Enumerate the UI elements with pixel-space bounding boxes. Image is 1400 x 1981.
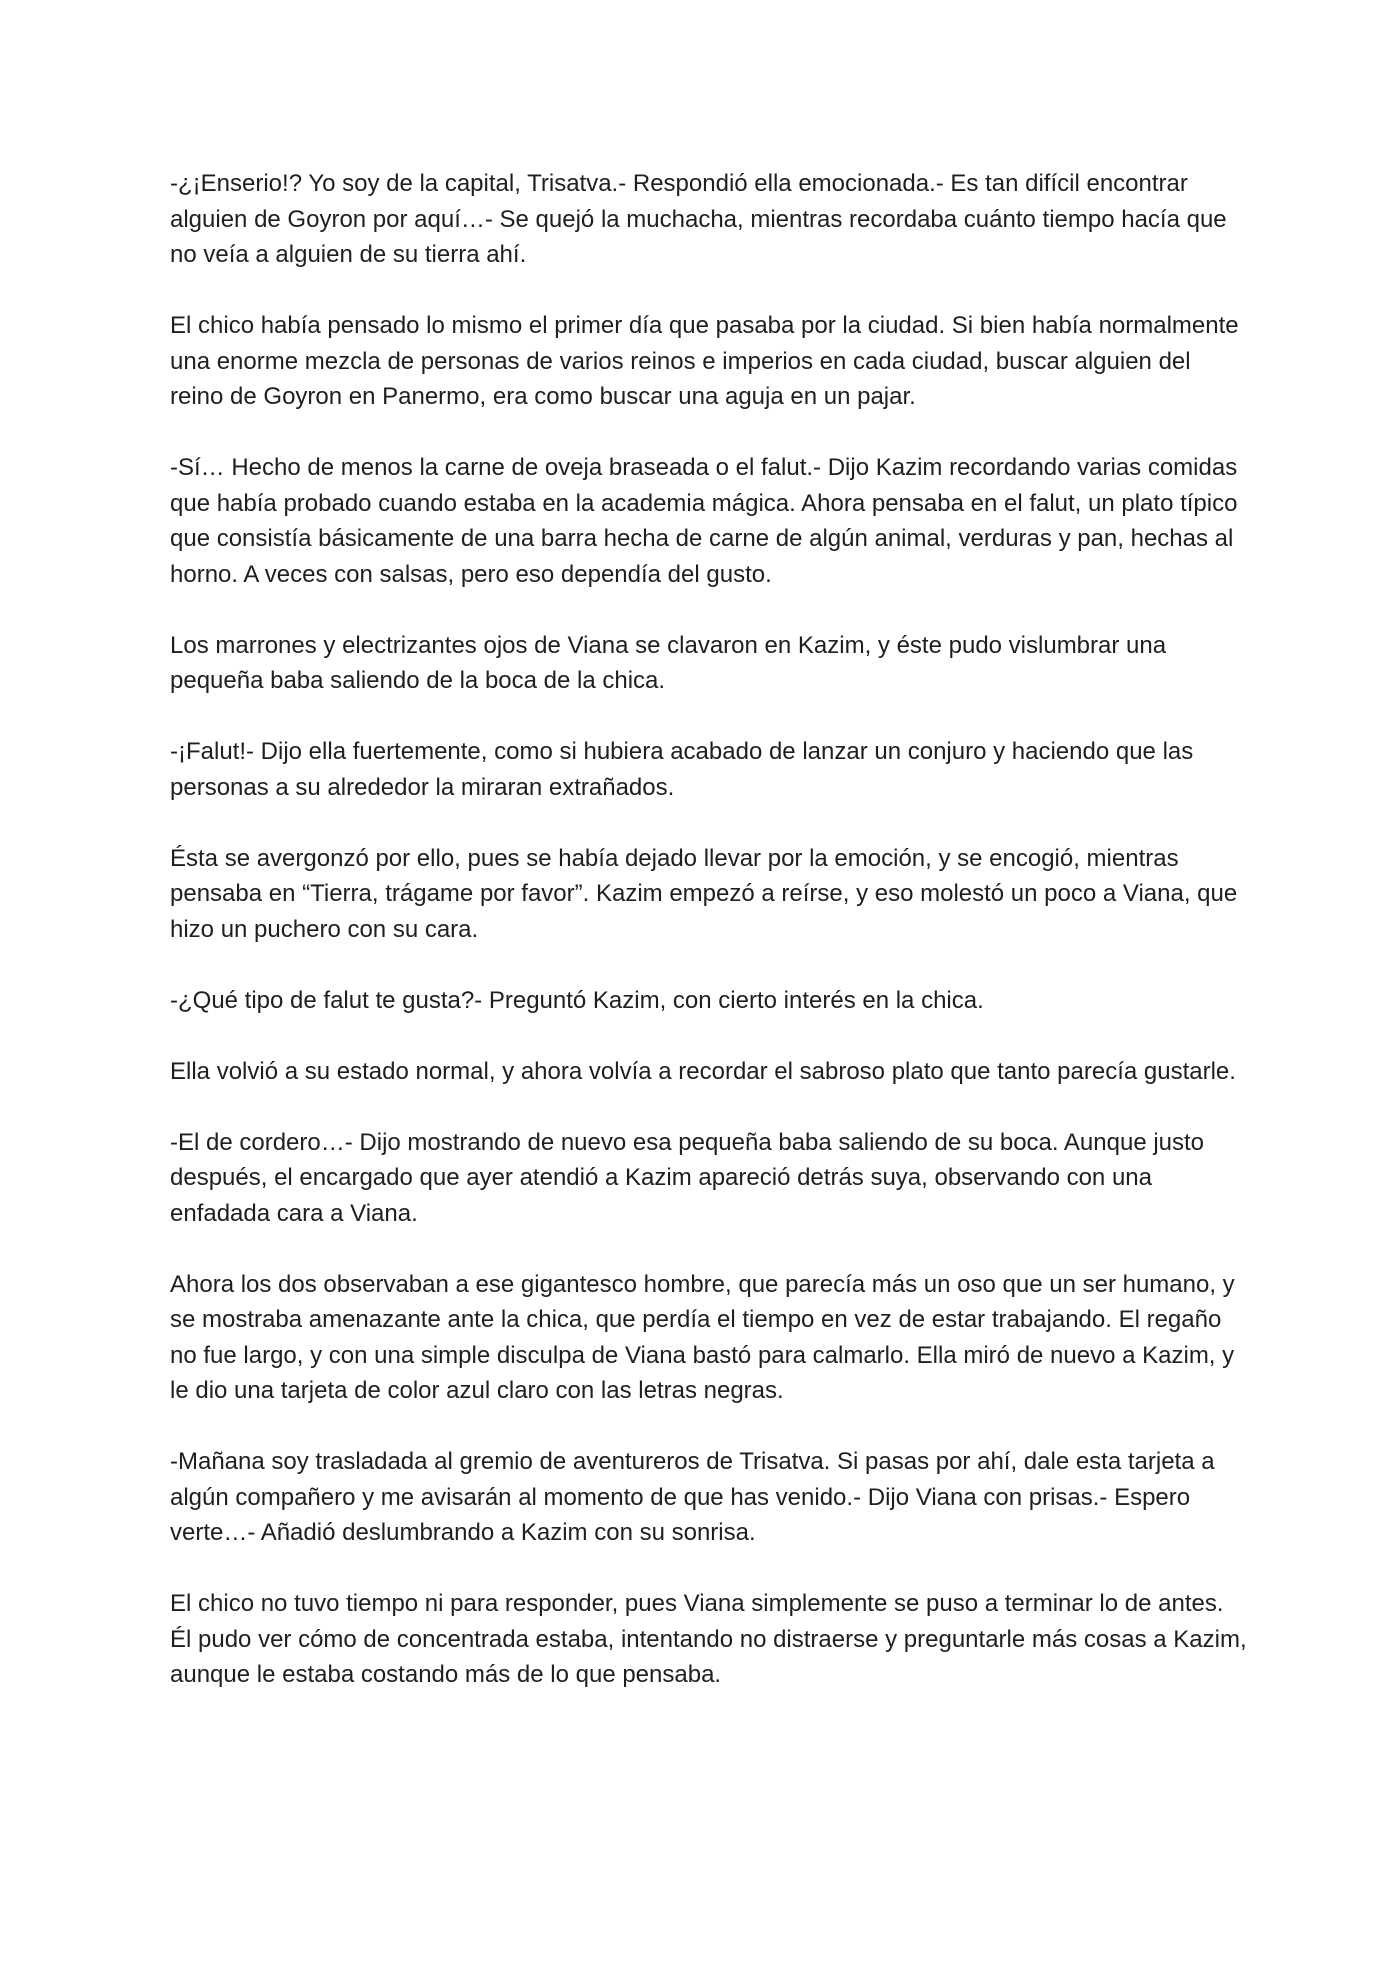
- document-body: [170, 166, 1250, 1693]
- paragraph-9: -El de cordero…- Dijo mostrando de nuevo esa pequeña baba saliendo de su boca. Aunque justo después, el encargado que ayer atendió a Kazim apareció detrás suya, observando con una enfadada cara a Viana.: [170, 1128, 1205, 1227]
- paragraph-2: El chico había pensado lo mismo el primer día que pasaba por la ciudad. Si bien había normalmente una enorme mezcla de personas de varios reinos e imperios en cada ciudad, buscar alguien del reino de Goyron en Panermo, era como buscar una aguja en un pajar.: [170, 312, 1239, 410]
- paragraph-11: -Mañana soy trasladada al gremio de aventureros de Trisatva. Si pasas por ahí, dale esta tarjeta a algún compañero y me avisarán al momento de que has venido.- Dijo Viana con prisas.- Espero verte…- Añadió deslumbrando a Kazim con su sonrisa.: [170, 1448, 1215, 1546]
- paragraph-6: Ésta se avergonzó por ello, pues se había dejado llevar por la emoción, y se encogió, mientras pensaba en “Tierra, trágame por favor”. Kazim empezó a reírse, y eso molestó un poco a Viana, que hizo un puchero con su cara.: [170, 844, 1238, 943]
- paragraph-7: -¿Qué tipo de falut te gusta?- Preguntó Kazim, con cierto interés en la chica.: [170, 986, 984, 1014]
- paragraph-8: Ella volvió a su estado normal, y ahora volvía a recordar el sabroso plato que tanto parecía gustarle.: [170, 1057, 1236, 1085]
- paragraph-5: -¡Falut!- Dijo ella fuertemente, como si hubiera acabado de lanzar un conjuro y haciendo que las personas a su alrededor la miraran extrañados.: [170, 738, 1194, 801]
- paragraph-12: El chico no tuvo tiempo ni para responder, pues Viana simplemente se puso a terminar lo de antes. Él pudo ver cómo de concentrada estaba, intentando no distraerse y preguntarle más cosas a Kazim, aunque le estaba costando más de lo que pensaba.: [170, 1590, 1247, 1688]
- paragraph-10: Ahora los dos observaban a ese gigantesco hombre, que parecía más un oso que un ser humano, y se mostraba amenazante ante la chica, que perdía el tiempo en vez de estar trabajando. El regaño no fue largo, y con una simple disculpa de Viana bastó para calmarlo. Ella miró de nuevo a Kazim, y le dio una tarjeta de color azul claro con las letras negras.: [170, 1270, 1235, 1404]
- paragraph-1: -¿¡Enserio!? Yo soy de la capital, Trisatva.- Respondió ella emocionada.- Es tan difícil encontrar alguien de Goyron por aquí…- Se quejó la muchacha, mientras recordaba cuánto tiempo hacía que no veía a alguien de su tierra ahí.: [170, 170, 1227, 268]
- paragraph-4: Los marrones y electrizantes ojos de Viana se clavaron en Kazim, y éste pudo vislumbrar una pequeña baba saliendo de la boca de la chica.: [170, 631, 1167, 694]
- paragraph-3: -Sí… Hecho de menos la carne de oveja braseada o el falut.- Dijo Kazim recordando varias comidas que había probado cuando estaba en la academia mágica. Ahora pensaba en el falut, un plato típico que consistía básicamente de una barra hecha de carne de algún animal, verduras y pan, hechas al horno. A veces con salsas, pero eso dependía del gusto.: [170, 454, 1238, 588]
